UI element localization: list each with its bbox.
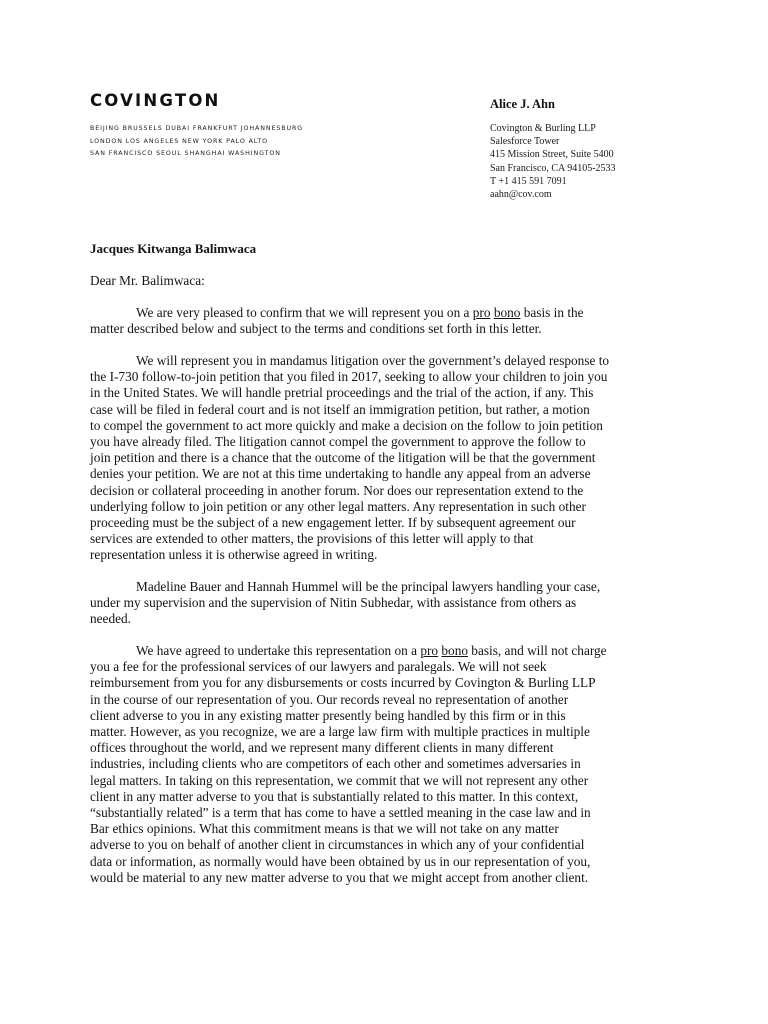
paragraph-line: matter described below and subject to the terms and conditions set forth in this letter. [90,321,542,337]
sender-city: San Francisco, CA 94105-2533 [490,162,616,174]
sender-building: Salesforce Tower [490,136,560,148]
paragraph-line: proceeding must be the subject of a new engagement letter. If by subsequent agreement our [90,515,576,531]
paragraph-line: Bar ethics opinions. What this commitment means is that we will not take on any matter [90,821,559,837]
paragraph-4 [90,643,665,886]
paragraph-line: in the United States. We will handle pretrial proceedings and the trial of the action, if any. This [90,385,594,401]
sender-email: aahn@cov.com [490,189,552,201]
paragraph-line: needed. [90,611,131,627]
text-run: We have agreed to undertake this representation on a [136,643,421,658]
pro-underlined: pro [472,305,491,320]
recipient-name: Jacques Kitwanga Balimwaca [90,241,257,256]
sender-street: 415 Mission Street, Suite 5400 [490,149,614,161]
paragraph-line [90,305,665,321]
office-list [90,123,303,161]
bono-underlined: bono [441,643,468,658]
office-line: LONDON LOS ANGELES NEW YORK PALO ALTO [90,137,268,145]
paragraph-line: data or information, as normally would have been obtained by us in our representation of you, [90,853,591,869]
paragraph-line: offices throughout the world, and we represent many different clients in many different [90,740,554,756]
paragraph-line: decision or collateral proceeding in another forum. Nor does our representation extend to the [90,482,584,498]
paragraph-2 [90,353,665,564]
bono-underlined: bono [493,305,521,320]
paragraph-1 [90,305,665,337]
paragraph-line: the I-730 follow-to-join petition that you filed in 2017, seeking to allow your children to join you [90,369,608,385]
paragraph-line: services are extended to other matters, the provisions of this letter will apply to that [90,531,534,547]
paragraph-line: Madeline Bauer and Hannah Hummel will be the principal lawyers handling your case, [136,579,601,594]
paragraph-line: join petition and there is a chance that the outcome of the litigation will be that the government [90,450,596,466]
text-run: basis in the [520,305,584,320]
paragraph-line: adverse to you on behalf of another client in circumstances in which any of your confidential [90,837,585,853]
paragraph-line: case will be filed in federal court and is not itself an immigration petition, but rather, a motion [90,401,590,417]
paragraph-line: We will represent you in mandamus litigation over the government’s delayed response to [136,353,610,368]
paragraph-line: client adverse to you in any existing matter presently being handled by this firm or in this [90,707,566,723]
paragraph-line: you a fee for the professional services of our lawyers and paralegals. We will not seek [90,659,547,675]
paragraph-line: denies your petition. We are not at this time undertaking to handle any appeal from an adverse [90,466,591,482]
sender-name: Alice J. Ahn [490,97,555,111]
paragraph-line: “substantially related” is a term that has come to have a settled meaning in the case law and in [90,805,591,821]
paragraph-line [90,643,665,659]
paragraph-line: legal matters. In taking on this representation, we commit that we will not represent any other [90,772,589,788]
sender-address-block [490,122,616,201]
paragraph-line: representation unless it is otherwise agreed in writing. [90,547,378,563]
paragraph-line: underlying follow to join petition or any other legal matters. Any representation in such other [90,498,586,514]
paragraph-line: reimbursement from you for any disbursements or costs incurred by Covington & Burling LLP [90,675,596,691]
firm-logo: COVINGTON [90,91,221,110]
text-run: basis, and will not charge [467,643,607,658]
paragraph-line: to compel the government to act more quickly and make a decision on the follow to join petition [90,417,603,433]
sender-firm: Covington & Burling LLP [490,123,596,134]
paragraph-line: you have already filed. The litigation cannot compel the government to approve the follow to [90,434,586,450]
text-run: We are very pleased to confirm that we will represent you on a [136,305,473,320]
paragraph-3 [90,579,665,628]
paragraph-line: in the course of our representation of you. Our records reveal no representation of another [90,691,569,707]
office-line: SAN FRANCISCO SEOUL SHANGHAI WASHINGTON [90,150,281,158]
office-line: BEIJING BRUSSELS DUBAI FRANKFURT JOHANNESBURG [90,125,304,132]
sender-phone: T +1 415 591 7091 [490,175,567,187]
salutation: Dear Mr. Balimwaca: [90,273,205,288]
paragraph-line: client in any matter adverse to you that is substantially related to this matter. In this context, [90,788,579,804]
paragraph-line: matter. However, as you recognize, we are a large law firm with multiple practices in multiple [90,724,590,740]
paragraph-line: under my supervision and the supervision of Nitin Subhedar, with assistance from others as [90,595,577,611]
paragraph-line: would be material to any new matter adverse to you that we might accept from another client. [90,869,589,885]
paragraph-line: industries, including clients who are competitors of each other and sometimes adversaries in [90,756,581,772]
pro-underlined: pro [420,643,439,658]
